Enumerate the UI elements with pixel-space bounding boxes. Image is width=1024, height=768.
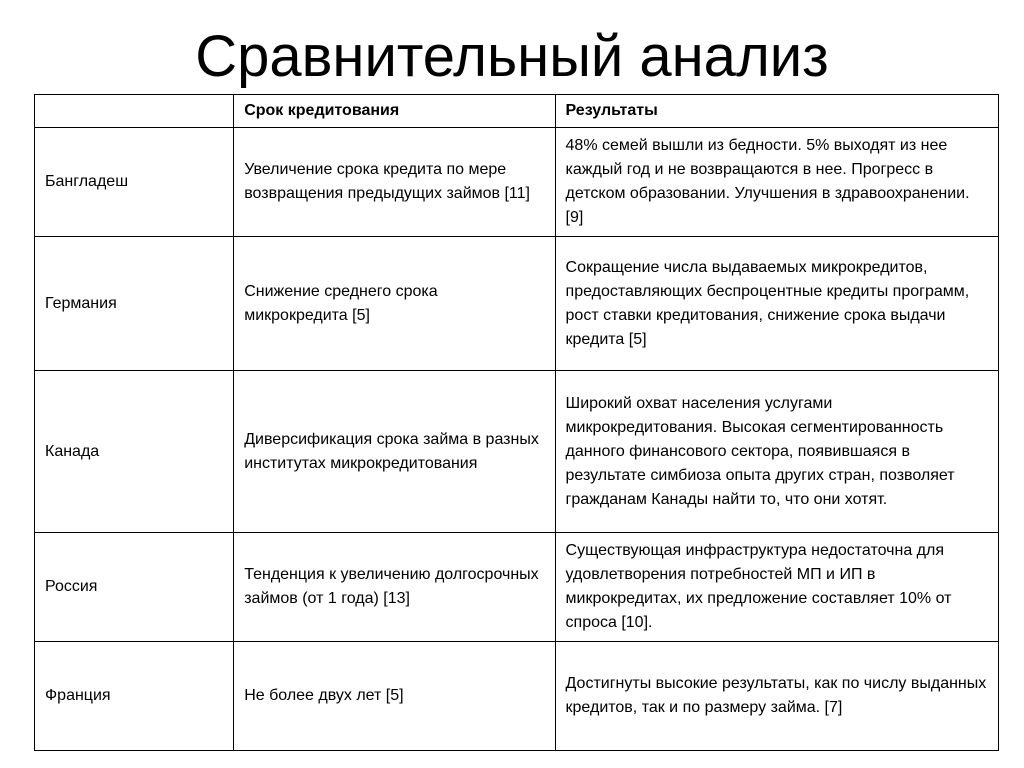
- results-cell: 48% семей вышли из бедности. 5% выходят из нее каждый год и не возвращаются в нее. Прогресс в детском образовании. Улучшения в здравоохранении. [9]: [555, 128, 998, 237]
- results-cell: Существующая инфраструктура недостаточна для удовлетворения потребностей МП и ИП в микрокредитах, их предложение составляет 10% от спроса [10].: [555, 533, 998, 642]
- country-cell: Канада: [35, 371, 234, 533]
- country-cell: Германия: [35, 237, 234, 371]
- table-header-row: [35, 95, 999, 128]
- country-cell: Россия: [35, 533, 234, 642]
- results-cell: Сокращение числа выдаваемых микрокредитов, предоставляющих беспроцентные кредиты программ, рост ставки кредитования, снижение срока выдачи кредита [5]: [555, 237, 998, 371]
- comparison-table: [34, 94, 999, 751]
- term-cell: Не более двух лет [5]: [234, 642, 555, 751]
- results-cell: Достигнуты высокие результаты, как по числу выданных кредитов, так и по размеру займа. [7]: [555, 642, 998, 751]
- term-cell: Диверсификация срока займа в разных институтах микрокредитования: [234, 371, 555, 533]
- table-row-france: [35, 642, 999, 751]
- header-results: Результаты: [555, 95, 998, 128]
- table-row-bangladesh: [35, 128, 999, 237]
- country-cell: Бангладеш: [35, 128, 234, 237]
- header-term: Срок кредитования: [234, 95, 555, 128]
- table-row-russia: [35, 533, 999, 642]
- slide-title: Сравнительный анализ: [195, 24, 829, 89]
- header-country: [35, 95, 234, 128]
- term-cell: Снижение среднего срока микрокредита [5]: [234, 237, 555, 371]
- results-cell: Широкий охват населения услугами микрокредитования. Высокая сегментированность данного финансового сектора, появившаяся в результате симбиоза опыта других стран, позволяет гражданам Канады найти то, что они хотят.: [555, 371, 998, 533]
- term-cell: Тенденция к увеличению долгосрочных займов (от 1 года) [13]: [234, 533, 555, 642]
- country-cell: Франция: [35, 642, 234, 751]
- table-row-canada: [35, 371, 999, 533]
- term-cell: Увеличение срока кредита по мере возвращения предыдущих займов [11]: [234, 128, 555, 237]
- table-row-germany: [35, 237, 999, 371]
